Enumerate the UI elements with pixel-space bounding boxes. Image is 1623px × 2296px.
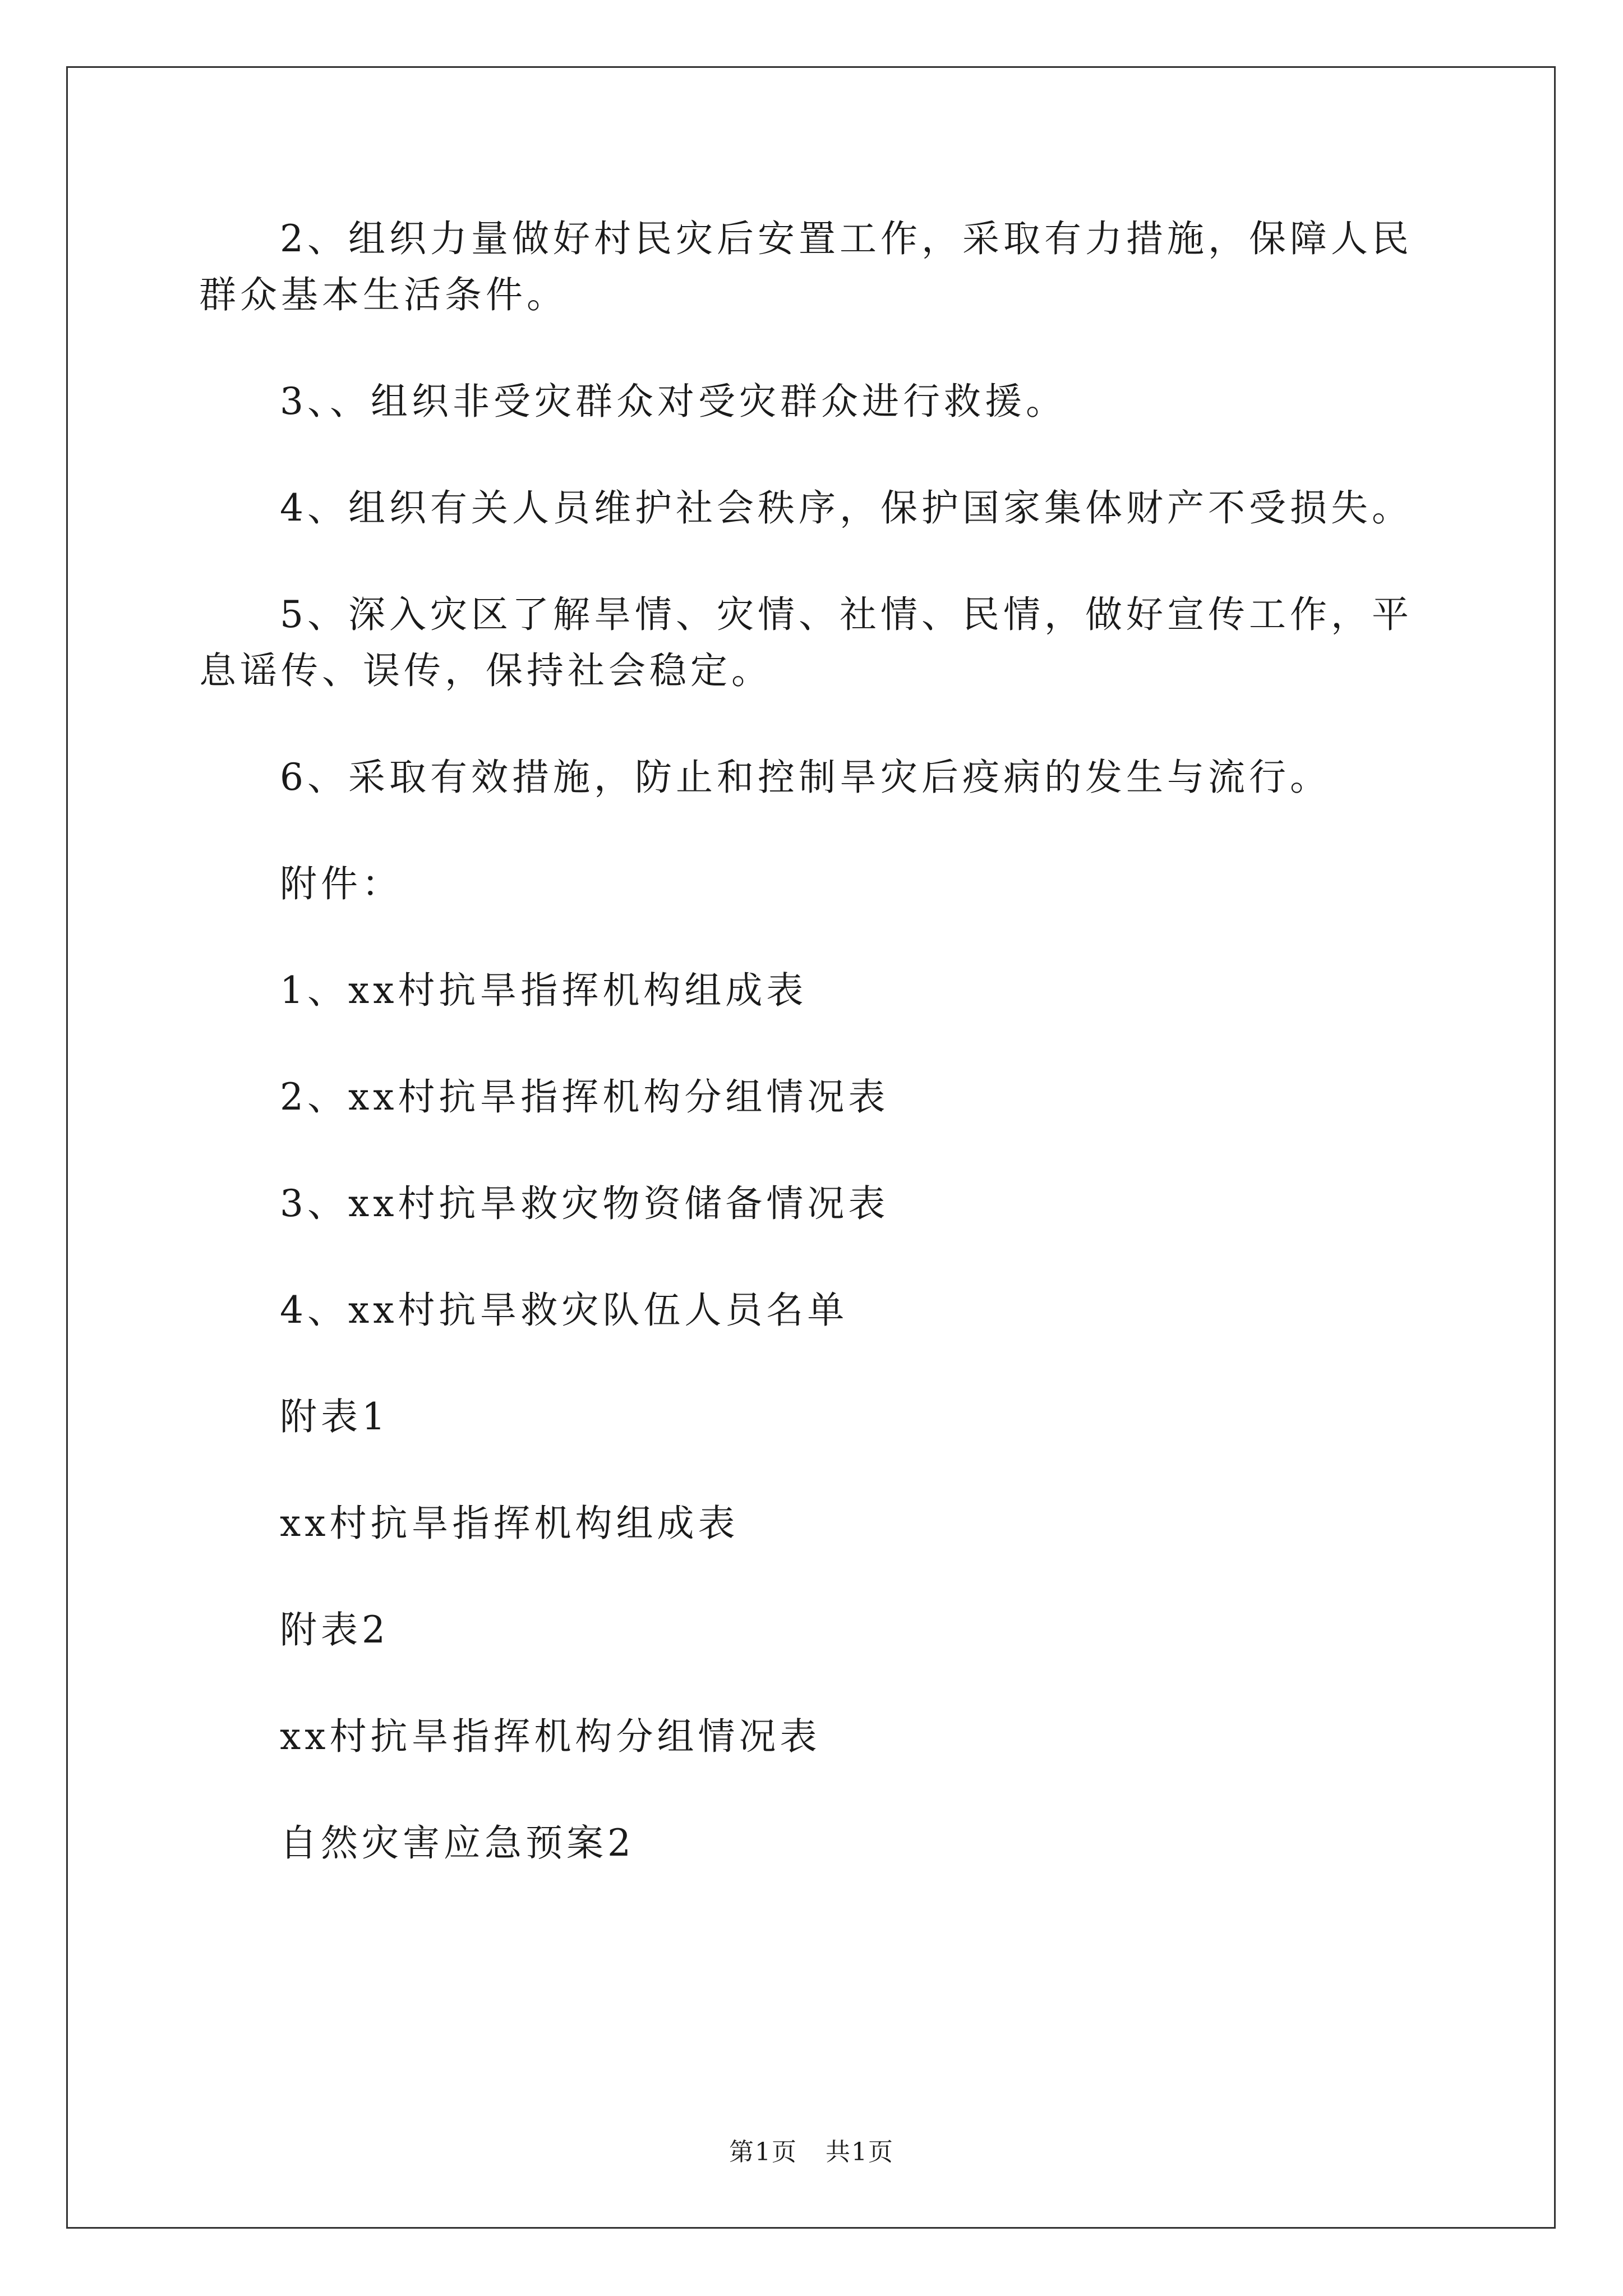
- page-number-current: 第1页: [729, 2138, 797, 2166]
- appendix-table-1-title: xx村抗旱指挥机构组成表: [280, 1502, 739, 1545]
- attachment-item-3: 3、xx村抗旱救灾物资储备情况表: [280, 1182, 889, 1225]
- document-body: [199, 211, 1427, 1922]
- section-title: 自然灾害应急预案2: [280, 1821, 635, 1865]
- paragraph-5: 6、采取有效措施，防止和控制旱灾后疫病的发生与流行。: [280, 756, 1331, 799]
- paragraph-3: 4、组织有关人员维护社会秩序，保护国家集体财产不受损失。: [280, 486, 1413, 530]
- attachment-item-1: 1、xx村抗旱指挥机构组成表: [280, 969, 808, 1012]
- paragraph-4: 5、深入灾区了解旱情、灾情、社情、民情，做好宣传工作，平息谣传、误传，保持社会稳定。: [199, 593, 1413, 692]
- page-number-total: 共1页: [826, 2138, 894, 2166]
- appendix-table-2-label: 附表2: [280, 1608, 389, 1651]
- appendix-table-2-title: xx村抗旱指挥机构分组情况表: [280, 1715, 821, 1758]
- attachments-heading: 附件：: [280, 862, 403, 905]
- attachment-item-4: 4、xx村抗旱救灾队伍人员名单: [280, 1289, 849, 1332]
- paragraph-2: 3、、组织非受灾群众对受灾群众进行救援。: [280, 380, 1067, 423]
- appendix-table-1-label: 附表1: [280, 1395, 389, 1438]
- page-footer: [0, 2132, 1623, 2168]
- attachment-item-2: 2、xx村抗旱指挥机构分组情况表: [280, 1075, 889, 1119]
- paragraph-1: 2、组织力量做好村民灾后安置工作，采取有力措施，保障人民群众基本生活条件。: [199, 217, 1413, 316]
